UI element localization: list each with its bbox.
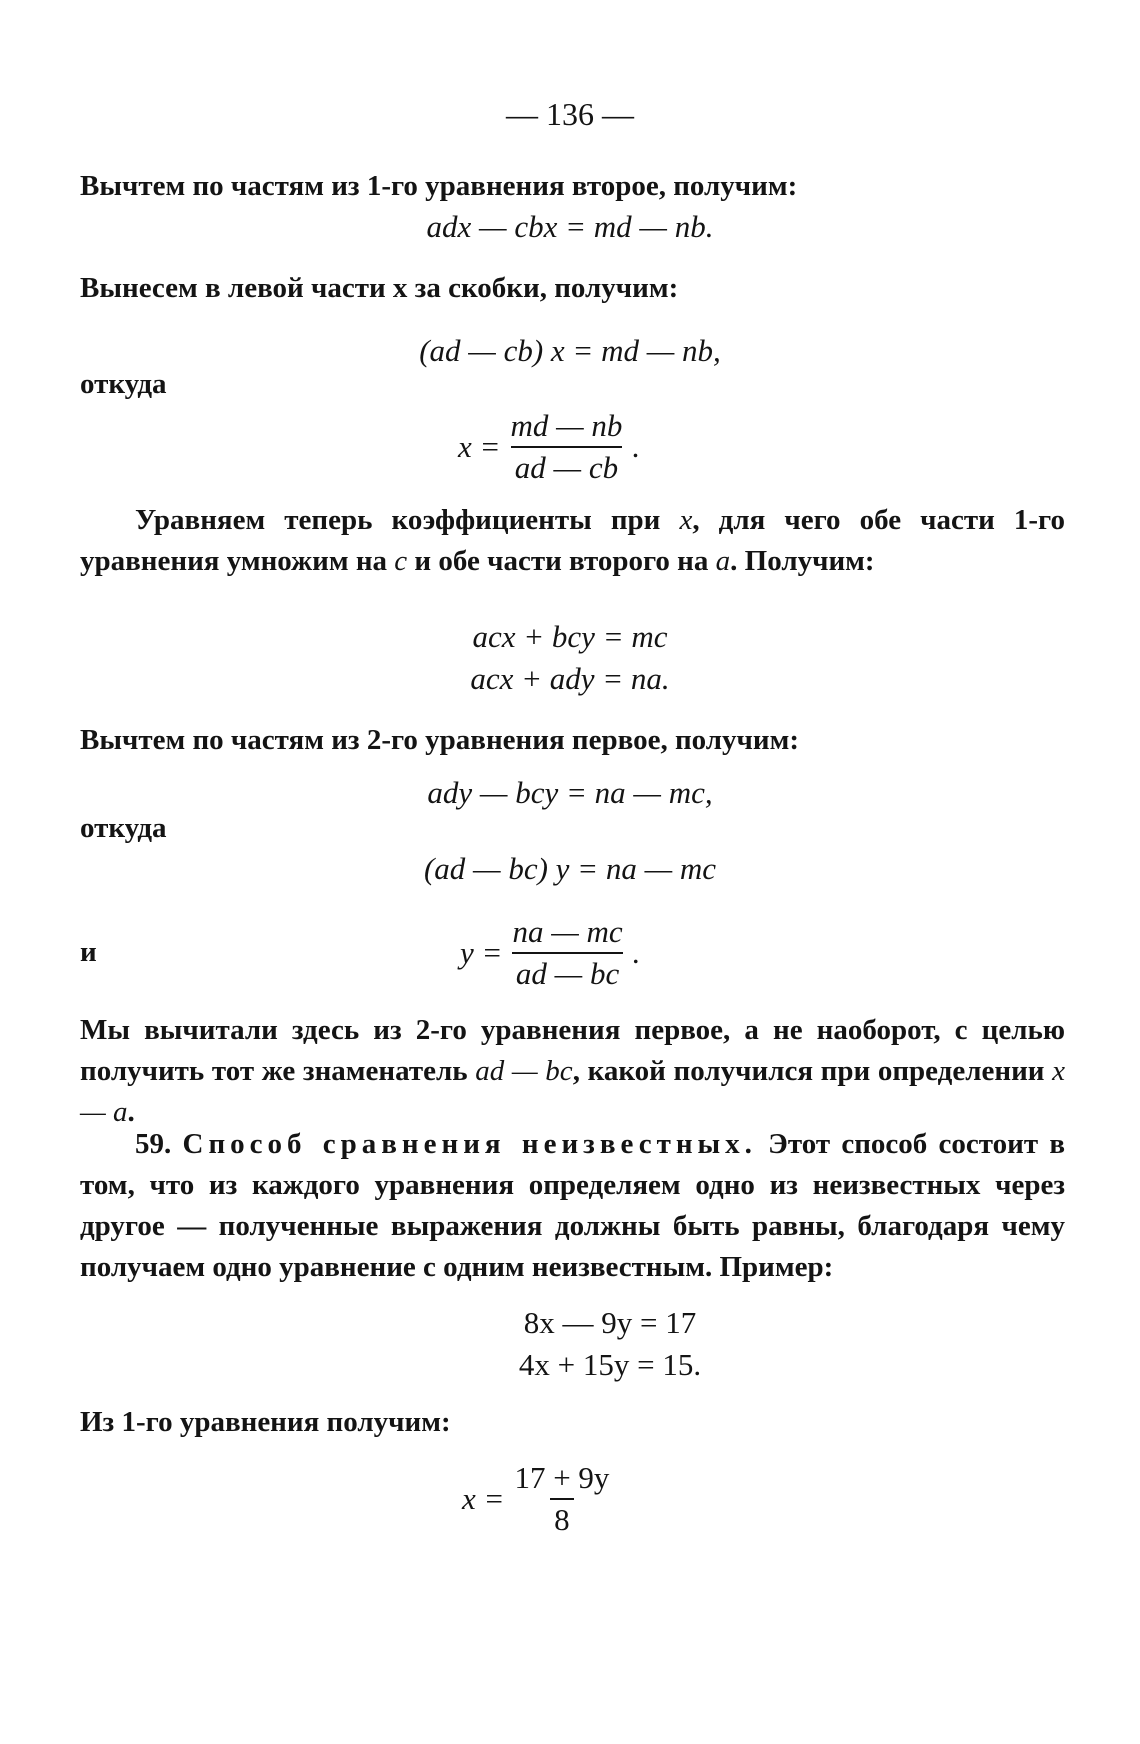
fraction-lhs: y = <box>460 935 503 970</box>
text-fragment: Мы вычитали здесь из 2-го уравнения первое, а не наоборот, с целью получить тот же знаменатель <box>80 1014 1065 1087</box>
section-number: 59. <box>135 1128 172 1160</box>
fraction-x-solution <box>458 408 640 486</box>
equation-ady-bcy <box>0 772 1140 814</box>
equation-line: ady — bcy = na — mc, <box>427 775 713 810</box>
equation-line: acx + ady = na. <box>470 661 670 696</box>
label-i: и <box>80 936 97 968</box>
equation-line: (ad — cb) x = md — nb, <box>419 333 721 368</box>
equation-line: adx — cbx = md — nb. <box>426 209 714 244</box>
paragraph-subtract-second: Вычтем по частям из 2-го уравнения первое, получим: <box>80 724 800 756</box>
text-fragment: , для чего обе части 1-го уравнения умножим на <box>80 504 1066 577</box>
text-fragment: и обе части второго на <box>407 545 716 577</box>
fraction-tail: . <box>632 429 641 464</box>
paragraph-from-first: Из 1-го уравнения получим: <box>80 1406 451 1438</box>
fraction-lhs: x = <box>458 429 501 464</box>
fraction-lhs: x = <box>462 1481 505 1516</box>
paragraph-text: Вынесем в левой части x за скобки, получим: <box>80 272 679 304</box>
paragraph-explanation <box>80 1010 1065 1133</box>
text-fragment: , какой получился при определении <box>572 1055 1053 1087</box>
label-otkuda: откуда <box>80 368 167 400</box>
fraction <box>510 1460 613 1538</box>
math-variable: c <box>394 545 408 577</box>
paragraph-subtract-first: Вычтем по частям из 1-го уравнения второе, получим: <box>80 170 798 202</box>
math-variable: x <box>679 504 693 536</box>
label-otkuda: откуда <box>80 812 167 844</box>
page-number: — 136 — <box>506 96 634 132</box>
paragraph-factor-x <box>80 268 1065 309</box>
text-fragment: Уравняем теперь коэффициенты при <box>135 504 680 536</box>
equation-line: 8x — 9y = 17 <box>523 1305 697 1340</box>
fraction-denominator: ad — bc <box>512 952 623 992</box>
fraction-denominator: ad — cb <box>511 446 622 486</box>
equation-line: acx + bcy = mc <box>472 619 668 654</box>
text-fragment: . <box>127 1096 135 1128</box>
equation-line: 4x + 15y = 15. <box>518 1347 702 1382</box>
equation-line: (ad — bc) y = na — mc <box>423 851 717 886</box>
paragraph-section-59 <box>80 1124 1065 1288</box>
fraction <box>506 408 626 486</box>
fraction-x-from-first <box>462 1460 619 1538</box>
paragraph-equalize-coefficients <box>80 500 1065 582</box>
equation-system-2 <box>40 1302 1140 1386</box>
section-text: Этот способ состоит в том, что из каждого уравнения определяем одно из неизвестных через другое — полученные выражения должны быть равны, благодаря чему получаем одно уравнение с одним неизвестным. Пример: <box>80 1128 1065 1283</box>
equation-factored-x <box>0 330 1140 372</box>
fraction-tail: . <box>632 935 641 970</box>
math-expression: ad — bc <box>475 1055 573 1087</box>
equation-system-1 <box>0 616 1140 700</box>
text-fragment: . Получим: <box>730 545 875 577</box>
fraction <box>508 914 626 992</box>
section-title: Способ сравнения неизвестных. <box>182 1128 757 1160</box>
fraction-numerator: 17 + 9y <box>514 1460 610 1495</box>
equation-adx-cbx <box>0 206 1140 248</box>
fraction-y-solution <box>460 914 640 992</box>
fraction-numerator: md — nb <box>510 408 623 443</box>
equation-factored-y <box>0 848 1140 890</box>
math-expression: x — a <box>80 1055 1066 1128</box>
math-variable: a <box>715 545 731 577</box>
fraction-numerator: na — mc <box>512 914 623 949</box>
fraction-denominator: 8 <box>550 1498 574 1538</box>
